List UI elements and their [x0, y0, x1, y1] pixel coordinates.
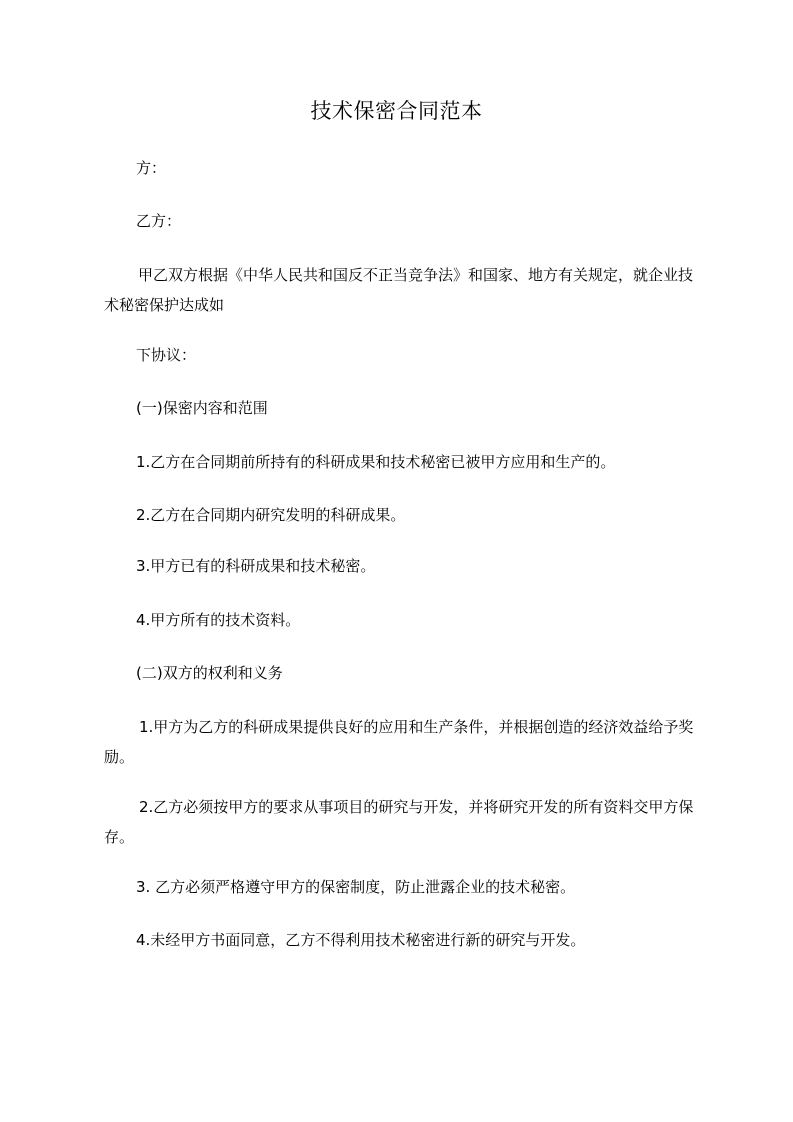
- section-1-item: 3.甲方已有的科研成果和技术秘密。: [136, 557, 376, 575]
- section-2-heading: (二)双方的权利和义务: [136, 664, 283, 682]
- section-2-item: 3. 乙方必须严格遵守甲方的保密制度，防止泄露企业的技术秘密。: [136, 878, 576, 896]
- section-1-item: 4.甲方所有的技术资料。: [136, 611, 301, 629]
- section-2-item: 2.乙方必须按甲方的要求从事项目的研究与开发，并将研究开发的所有资料交甲方保存。: [104, 798, 694, 846]
- intro-continuation: 下协议：: [136, 346, 197, 364]
- section-1-heading: (一)保密内容和范围: [136, 399, 268, 417]
- party-b-label: 乙方：: [136, 212, 182, 230]
- section-2-item: 4.未经甲方书面同意，乙方不得利用技术秘密进行新的研究与开发。: [136, 931, 586, 949]
- section-1-item: 1.乙方在合同期前所持有的科研成果和技术秘密已被甲方应用和生产的。: [136, 453, 616, 471]
- section-1-item: 2.乙方在合同期内研究发明的科研成果。: [136, 506, 406, 524]
- intro-paragraph: 甲乙双方根据《中华人民共和国反不正当竞争法》和国家、地方有关规定，就企业技术秘密保护达成如: [104, 266, 694, 314]
- document-title: 技术保密合同范本: [310, 99, 483, 123]
- section-2-item: 1.甲方为乙方的科研成果提供良好的应用和生产条件，并根据创造的经济效益给予奖励。: [104, 718, 694, 766]
- party-a-label: 方：: [136, 159, 167, 177]
